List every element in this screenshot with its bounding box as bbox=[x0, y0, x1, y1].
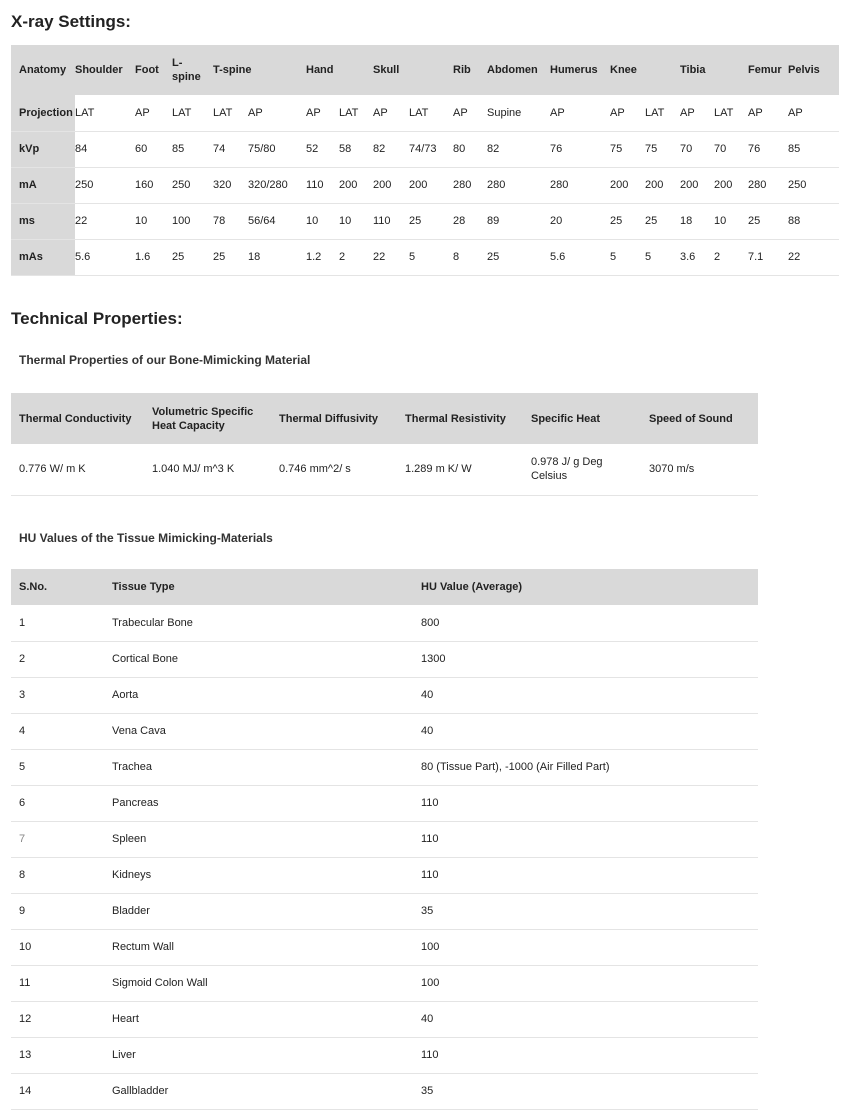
xray-header-cell: T-spine bbox=[213, 64, 252, 76]
hu-tissue-cell: Rectum Wall bbox=[112, 929, 421, 965]
hu-tissue-cell: Kidneys bbox=[112, 857, 421, 893]
hu-header-row bbox=[11, 569, 758, 605]
xray-cell: 25 bbox=[213, 239, 248, 275]
hu-tissue-cell: Spleen bbox=[112, 821, 421, 857]
xray-settings-table bbox=[11, 45, 839, 276]
xray-header-cell: Shoulder bbox=[75, 64, 123, 76]
hu-tissue-cell: Vena Cava bbox=[112, 713, 421, 749]
xray-cell: 25 bbox=[487, 239, 550, 275]
xray-cell: 85 bbox=[788, 131, 839, 167]
xray-header-row bbox=[11, 45, 839, 95]
xray-cell: 110 bbox=[373, 203, 409, 239]
hu-tissue-cell: Cortical Bone bbox=[112, 641, 421, 677]
hu-header-cell: S.No. bbox=[19, 581, 48, 593]
thermal-value-cell: 0.746 mm^2/ s bbox=[279, 444, 405, 495]
thermal-header-cell: Thermal Conductivity bbox=[19, 412, 132, 425]
hu-serial-cell: 2 bbox=[11, 641, 112, 677]
xray-header-cell bbox=[714, 45, 748, 95]
xray-row-label: mAs bbox=[11, 239, 75, 275]
xray-cell: AP bbox=[135, 95, 172, 131]
xray-cell: LAT bbox=[213, 95, 248, 131]
table-row bbox=[11, 1073, 758, 1109]
hu-serial-cell: 6 bbox=[11, 785, 112, 821]
thermal-values-row bbox=[11, 444, 758, 495]
xray-cell: 250 bbox=[788, 167, 839, 203]
table-row bbox=[11, 821, 758, 857]
xray-cell: LAT bbox=[645, 95, 680, 131]
thermal-header-cell: Thermal Resistivity bbox=[405, 412, 506, 425]
xray-cell: 74 bbox=[213, 131, 248, 167]
hu-serial-cell: 7 bbox=[11, 821, 112, 857]
xray-header-cell: Femur bbox=[748, 64, 782, 76]
table-row bbox=[11, 1037, 758, 1073]
table-row bbox=[11, 965, 758, 1001]
xray-cell: 3.6 bbox=[680, 239, 714, 275]
xray-header-cell: Skull bbox=[373, 64, 400, 76]
xray-cell: 18 bbox=[680, 203, 714, 239]
xray-cell: AP bbox=[748, 95, 788, 131]
xray-cell: 280 bbox=[748, 167, 788, 203]
thermal-header-row bbox=[11, 393, 758, 444]
xray-row bbox=[11, 167, 839, 203]
xray-cell: 5 bbox=[645, 239, 680, 275]
xray-cell: AP bbox=[373, 95, 409, 131]
thermal-header-cell: Thermal Diffusivity bbox=[279, 412, 379, 425]
xray-cell: 58 bbox=[339, 131, 373, 167]
xray-cell: 80 bbox=[453, 131, 487, 167]
xray-cell: Supine bbox=[487, 95, 550, 131]
hu-tissue-cell: Aorta bbox=[112, 677, 421, 713]
hu-value-cell: 80 (Tissue Part), -1000 (Air Filled Part) bbox=[421, 749, 758, 785]
xray-cell: 25 bbox=[610, 203, 645, 239]
hu-tissue-cell: Liver bbox=[112, 1037, 421, 1073]
xray-cell: LAT bbox=[339, 95, 373, 131]
xray-cell: 78 bbox=[213, 203, 248, 239]
xray-cell: 74/73 bbox=[409, 131, 453, 167]
hu-tissue-cell: Heart bbox=[112, 1001, 421, 1037]
xray-cell: 200 bbox=[339, 167, 373, 203]
xray-header-cell bbox=[339, 45, 373, 95]
hu-value-cell: 35 bbox=[421, 893, 758, 929]
hu-value-cell: 40 bbox=[421, 713, 758, 749]
xray-cell: 1.2 bbox=[306, 239, 339, 275]
xray-cell: 200 bbox=[610, 167, 645, 203]
xray-cell: 5 bbox=[610, 239, 645, 275]
xray-header-cell: Hand bbox=[306, 64, 334, 76]
hu-value-cell: 40 bbox=[421, 1001, 758, 1037]
xray-cell: AP bbox=[248, 95, 306, 131]
hu-serial-cell: 4 bbox=[11, 713, 112, 749]
thermal-header-cell: Volumetric Specific Heat Capacity bbox=[152, 405, 254, 432]
hu-serial-cell: 10 bbox=[11, 929, 112, 965]
xray-cell: 5 bbox=[409, 239, 453, 275]
xray-header-cell: Knee bbox=[610, 64, 637, 76]
xray-cell: 8 bbox=[453, 239, 487, 275]
xray-cell: 5.6 bbox=[550, 239, 610, 275]
table-row bbox=[11, 641, 758, 677]
thermal-value-cell: 1.289 m K/ W bbox=[405, 444, 531, 495]
thermal-properties-title: Thermal Properties of our Bone-Mimicking Material bbox=[19, 353, 311, 367]
hu-header-cell: HU Value (Average) bbox=[421, 581, 523, 593]
hu-serial-cell: 14 bbox=[11, 1073, 112, 1109]
thermal-header-cell: Specific Heat bbox=[531, 412, 601, 425]
xray-row bbox=[11, 131, 839, 167]
xray-header-cell: Abdomen bbox=[487, 64, 538, 76]
hu-serial-cell: 5 bbox=[11, 749, 112, 785]
xray-cell: 76 bbox=[550, 131, 610, 167]
hu-value-cell: 100 bbox=[421, 929, 758, 965]
xray-cell: 60 bbox=[135, 131, 172, 167]
table-row bbox=[11, 857, 758, 893]
xray-cell: 10 bbox=[135, 203, 172, 239]
xray-cell: 18 bbox=[248, 239, 306, 275]
xray-cell: 250 bbox=[75, 167, 135, 203]
xray-cell: 10 bbox=[306, 203, 339, 239]
xray-cell: LAT bbox=[714, 95, 748, 131]
xray-header-cell: Pelvis bbox=[788, 64, 820, 76]
xray-cell: 75/80 bbox=[248, 131, 306, 167]
technical-properties-title: Technical Properties: bbox=[11, 309, 183, 328]
xray-cell: AP bbox=[610, 95, 645, 131]
table-row bbox=[11, 605, 758, 641]
thermal-value-cell: 1.040 MJ/ m^3 K bbox=[152, 444, 279, 495]
hu-values-table bbox=[11, 569, 758, 1110]
xray-header-cell: Tibia bbox=[680, 64, 706, 76]
table-row bbox=[11, 929, 758, 965]
hu-tissue-cell: Gallbladder bbox=[112, 1073, 421, 1109]
xray-cell: AP bbox=[680, 95, 714, 131]
xray-cell: LAT bbox=[75, 95, 135, 131]
xray-header-cell: Anatomy bbox=[19, 64, 67, 76]
xray-cell: 89 bbox=[487, 203, 550, 239]
xray-cell: 280 bbox=[453, 167, 487, 203]
hu-header-cell: Tissue Type bbox=[112, 581, 175, 593]
xray-cell: 22 bbox=[788, 239, 839, 275]
xray-row-label: kVp bbox=[11, 131, 75, 167]
hu-serial-cell: 1 bbox=[11, 605, 112, 641]
table-row bbox=[11, 749, 758, 785]
hu-tissue-cell: Trabecular Bone bbox=[112, 605, 421, 641]
xray-cell: 88 bbox=[788, 203, 839, 239]
xray-cell: 10 bbox=[339, 203, 373, 239]
xray-header-cell: L- spine bbox=[172, 57, 201, 83]
hu-serial-cell: 12 bbox=[11, 1001, 112, 1037]
xray-cell: 280 bbox=[487, 167, 550, 203]
xray-header-cell: Humerus bbox=[550, 64, 598, 76]
xray-row-label: ms bbox=[11, 203, 75, 239]
hu-value-cell: 1300 bbox=[421, 641, 758, 677]
thermal-value-cell: 3070 m/s bbox=[649, 444, 758, 495]
xray-cell: 25 bbox=[645, 203, 680, 239]
thermal-header-cell: Speed of Sound bbox=[649, 412, 733, 425]
hu-value-cell: 35 bbox=[421, 1073, 758, 1109]
xray-cell: 200 bbox=[373, 167, 409, 203]
xray-cell: 2 bbox=[339, 239, 373, 275]
hu-value-cell: 800 bbox=[421, 605, 758, 641]
xray-row bbox=[11, 203, 839, 239]
hu-serial-cell: 11 bbox=[11, 965, 112, 1001]
hu-tissue-cell: Pancreas bbox=[112, 785, 421, 821]
hu-serial-cell: 8 bbox=[11, 857, 112, 893]
xray-cell: 25 bbox=[172, 239, 213, 275]
xray-cell: 5.6 bbox=[75, 239, 135, 275]
xray-cell: 25 bbox=[748, 203, 788, 239]
xray-cell: LAT bbox=[409, 95, 453, 131]
xray-cell: 110 bbox=[306, 167, 339, 203]
xray-cell: 75 bbox=[645, 131, 680, 167]
xray-cell: 320/280 bbox=[248, 167, 306, 203]
hu-tissue-cell: Trachea bbox=[112, 749, 421, 785]
hu-serial-cell: 3 bbox=[11, 677, 112, 713]
xray-cell: 10 bbox=[714, 203, 748, 239]
xray-cell: 250 bbox=[172, 167, 213, 203]
xray-cell: AP bbox=[453, 95, 487, 131]
table-row bbox=[11, 677, 758, 713]
xray-cell: 2 bbox=[714, 239, 748, 275]
xray-cell: 84 bbox=[75, 131, 135, 167]
xray-cell: 200 bbox=[409, 167, 453, 203]
thermal-value-cell: 0.776 W/ m K bbox=[11, 444, 152, 495]
hu-value-cell: 40 bbox=[421, 677, 758, 713]
xray-cell: 75 bbox=[610, 131, 645, 167]
xray-cell: 7.1 bbox=[748, 239, 788, 275]
xray-cell: 200 bbox=[680, 167, 714, 203]
xray-cell: 320 bbox=[213, 167, 248, 203]
xray-cell: 22 bbox=[75, 203, 135, 239]
hu-value-cell: 110 bbox=[421, 785, 758, 821]
xray-cell: 76 bbox=[748, 131, 788, 167]
xray-cell: 56/64 bbox=[248, 203, 306, 239]
xray-header-cell bbox=[409, 45, 453, 95]
xray-cell: 52 bbox=[306, 131, 339, 167]
xray-cell: 28 bbox=[453, 203, 487, 239]
xray-row bbox=[11, 95, 839, 131]
xray-cell: 20 bbox=[550, 203, 610, 239]
xray-row bbox=[11, 239, 839, 275]
xray-header-cell bbox=[645, 45, 680, 95]
xray-settings-title: X-ray Settings: bbox=[11, 12, 131, 31]
table-row bbox=[11, 1001, 758, 1037]
hu-value-cell: 110 bbox=[421, 857, 758, 893]
xray-header-cell bbox=[248, 45, 306, 95]
xray-cell: LAT bbox=[172, 95, 213, 131]
xray-cell: 100 bbox=[172, 203, 213, 239]
xray-cell: 200 bbox=[714, 167, 748, 203]
hu-serial-cell: 13 bbox=[11, 1037, 112, 1073]
hu-value-cell: 100 bbox=[421, 965, 758, 1001]
xray-cell: 200 bbox=[645, 167, 680, 203]
xray-cell: 160 bbox=[135, 167, 172, 203]
xray-cell: 82 bbox=[487, 131, 550, 167]
xray-cell: 85 bbox=[172, 131, 213, 167]
table-row bbox=[11, 713, 758, 749]
xray-cell: 70 bbox=[680, 131, 714, 167]
xray-cell: 82 bbox=[373, 131, 409, 167]
xray-cell: 25 bbox=[409, 203, 453, 239]
xray-cell: 280 bbox=[550, 167, 610, 203]
hu-tissue-cell: Sigmoid Colon Wall bbox=[112, 965, 421, 1001]
xray-cell: 70 bbox=[714, 131, 748, 167]
hu-tissue-cell: Bladder bbox=[112, 893, 421, 929]
xray-header-cell: Rib bbox=[453, 64, 471, 76]
xray-header-cell: Foot bbox=[135, 64, 159, 76]
hu-values-title: HU Values of the Tissue Mimicking-Materials bbox=[19, 531, 273, 545]
hu-serial-cell: 9 bbox=[11, 893, 112, 929]
xray-row-label: mA bbox=[11, 167, 75, 203]
table-row bbox=[11, 785, 758, 821]
thermal-properties-table bbox=[11, 393, 758, 496]
xray-cell: AP bbox=[306, 95, 339, 131]
thermal-value-cell: 0.978 J/ g Deg Celsius bbox=[531, 444, 649, 495]
xray-cell: 1.6 bbox=[135, 239, 172, 275]
table-row bbox=[11, 893, 758, 929]
xray-cell: AP bbox=[788, 95, 839, 131]
xray-cell: 22 bbox=[373, 239, 409, 275]
hu-value-cell: 110 bbox=[421, 821, 758, 857]
hu-value-cell: 110 bbox=[421, 1037, 758, 1073]
xray-cell: AP bbox=[550, 95, 610, 131]
xray-row-label: Projection bbox=[11, 95, 75, 131]
